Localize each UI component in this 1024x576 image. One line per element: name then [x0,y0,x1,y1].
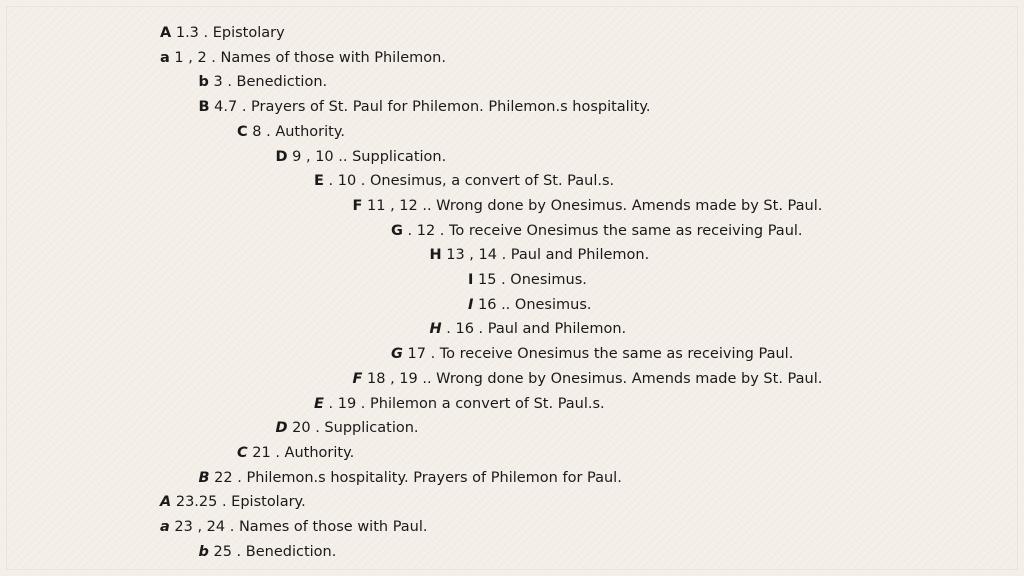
outline-letter: I [468,296,474,313]
outline-text: 20 . Supplication. [287,420,419,437]
outline-line [237,443,354,463]
outline-letter: a [160,519,170,535]
outline-letter: a [160,49,170,66]
outline-line [353,196,823,216]
outline-letter: I [468,272,474,288]
outline-text: . 10 . Onesimus, a convert of St. Paul.s. [323,173,615,190]
outline-text: . 19 . Philemon a convert of St. Paul.s. [323,395,605,412]
outline-letter: F [352,370,363,387]
outline-text: 15 . Onesimus. [473,272,587,288]
outline-line [160,517,428,537]
outline-text: 16 .. Onesimus. [473,296,592,313]
outline-letter: G [391,222,403,239]
outline-letter: H [429,247,442,264]
outline-line [160,492,306,512]
outline-text: 18 , 19 .. Wrong done by Onesimus. Amends made by St. Paul. [362,370,823,387]
outline-letter: D [275,420,288,437]
outline-line [391,344,793,364]
outline-line [160,23,285,43]
outline-text: 1.3 . Epistolary [171,25,285,41]
outline-line [199,468,622,488]
outline-line [199,72,328,92]
outline-text: 17 . To receive Onesimus the same as receiving Paul. [402,346,794,363]
outline-text: 1 , 2 . Names of those with Philemon. [169,49,446,66]
outline-line [353,369,823,389]
outline-line [160,48,446,68]
outline-text: 22 . Philemon.s hospitality. Prayers of Philemon for Paul. [209,469,622,486]
outline-line [199,97,651,117]
outline-letter: A [160,494,172,511]
outline-text: 3 . Benediction. [208,74,328,91]
outline-letter: E [314,173,324,190]
outline-letter: b [198,74,209,91]
outline-letter: B [198,99,210,116]
outline-letter: D [275,148,288,165]
outline-line [430,319,627,339]
outline-line [314,171,614,191]
outline-letter: G [391,346,403,363]
outline-line [237,122,345,142]
outline-line [314,394,605,414]
outline-line [468,295,592,315]
outline-line [276,147,447,167]
outline-line [391,221,803,241]
outline-line [276,418,419,438]
outline-text: 8 . Authority. [247,123,345,140]
outline-text: 23 , 24 . Names of those with Paul. [169,519,428,535]
outline-line [199,542,337,562]
outline-letter: H [429,321,442,338]
outline-text: 11 , 12 .. Wrong done by Onesimus. Amends made by St. Paul. [362,197,823,214]
outline-letter: B [198,469,210,486]
outline-line [468,270,587,290]
outline-letter: C [237,123,248,140]
outline-text: 4.7 . Prayers of St. Paul for Philemon. Philemon.s hospitality. [209,99,651,116]
outline-text: 13 , 14 . Paul and Philemon. [441,247,650,264]
outline-text: 23.25 . Epistolary. [171,494,306,511]
outline-letter: b [198,543,209,560]
outline-text: . 12 . To receive Onesimus the same as receiving Paul. [402,222,803,239]
outline-text: 9 , 10 .. Supplication. [287,148,447,165]
outline-text: 25 . Benediction. [208,543,337,560]
outline-text: . 16 . Paul and Philemon. [441,321,627,338]
outline-letter: E [314,395,324,412]
outline-line [430,245,650,265]
outline-letter: F [352,197,363,214]
outline-letter: A [160,25,172,41]
outline-text: 21 . Authority. [247,444,355,461]
outline-letter: C [237,444,248,461]
